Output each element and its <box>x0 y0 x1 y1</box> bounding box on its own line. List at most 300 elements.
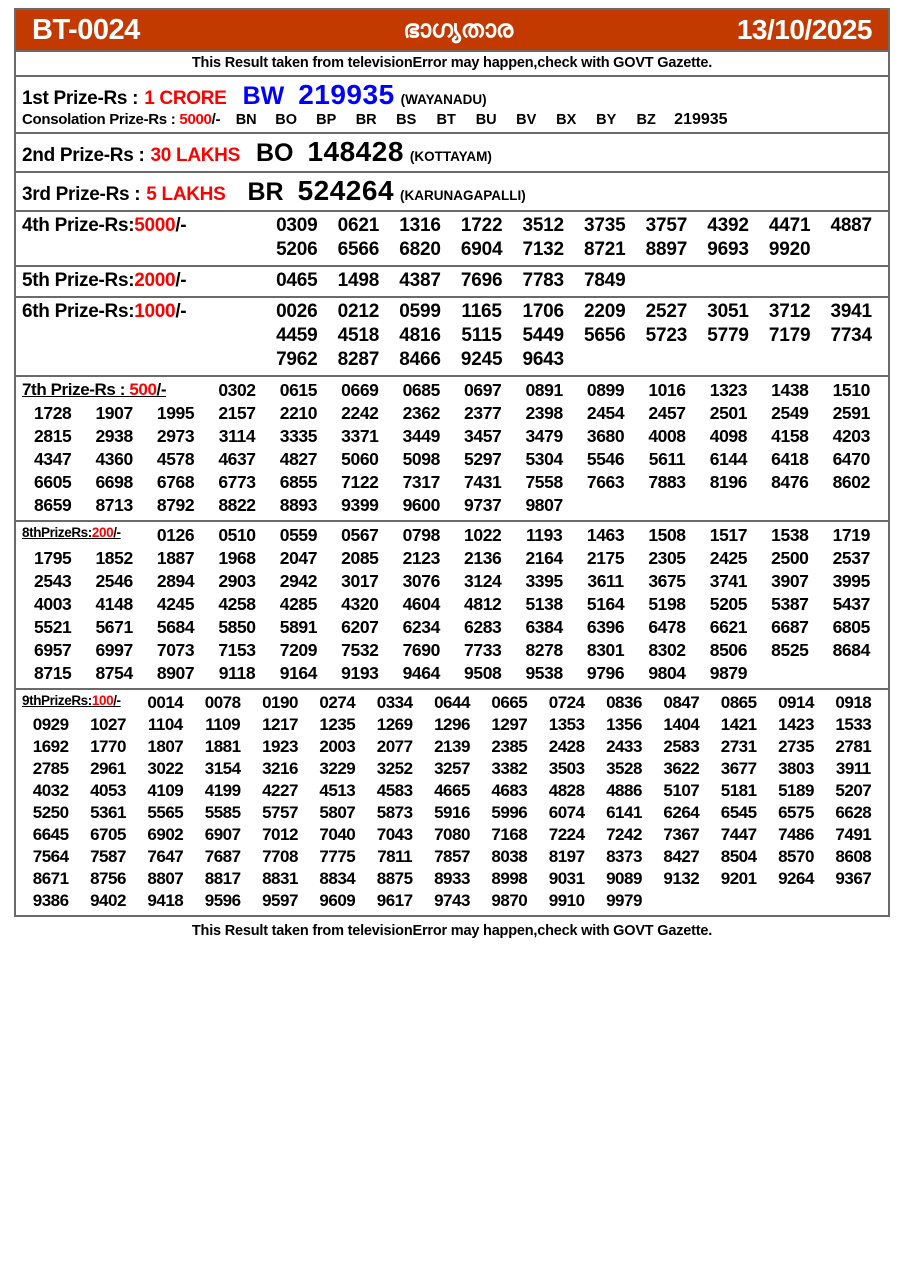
prize-number: 1498 <box>337 270 380 291</box>
result-table <box>14 8 890 917</box>
prize-number: 0891 <box>525 380 563 400</box>
prize-number: 5304 <box>525 449 563 469</box>
prize-number: 9807 <box>525 495 563 515</box>
prize-number: 1852 <box>95 548 133 568</box>
prize-number: 2209 <box>584 301 626 322</box>
third-prize-number: 524264 <box>297 175 395 206</box>
prize-number: 1269 <box>376 715 413 734</box>
prize-number: 8875 <box>376 869 413 888</box>
prize-number: 3382 <box>491 759 528 778</box>
prize-number: 8721 <box>584 239 626 260</box>
prize-number: 4109 <box>147 781 184 800</box>
first-prize-amount: 1 CRORE <box>144 88 227 109</box>
fourth-prize-label: 4th Prize-Rs: <box>22 215 135 236</box>
prize-number: 4098 <box>709 426 748 446</box>
prize-number: 4816 <box>399 325 441 346</box>
prize-number: 3503 <box>548 759 585 778</box>
prize-number: 5850 <box>218 617 256 637</box>
consolation-series-code: BX <box>556 112 577 128</box>
consolation-series-code: BT <box>436 112 456 128</box>
prize-number: 3803 <box>778 759 814 778</box>
prize-number: 1217 <box>262 715 298 734</box>
prize-number: 1193 <box>525 525 563 545</box>
prize-number: 3907 <box>771 571 809 591</box>
first-prize-block <box>16 77 888 134</box>
consolation-slash: /- <box>211 111 221 128</box>
prize-number: 8427 <box>663 847 700 866</box>
prize-number: 7733 <box>464 640 502 660</box>
prize-number: 3124 <box>464 571 502 591</box>
prize-number: 7775 <box>319 847 356 866</box>
seventh-prize-slash: /- <box>156 380 167 399</box>
ninth-prize-amount: 100 <box>91 693 114 708</box>
prize-number: 1795 <box>34 548 72 568</box>
second-prize-row <box>22 136 882 168</box>
prize-number: 8525 <box>771 640 809 660</box>
prize-number: 9089 <box>606 869 642 888</box>
prize-number: 0190 <box>262 693 298 712</box>
prize-number: 4320 <box>341 594 379 614</box>
eighth-prize-label: 8thPrizeRs: <box>22 525 92 540</box>
prize-number: 8287 <box>337 349 380 370</box>
prize-number: 9538 <box>525 663 563 683</box>
prize-number: 8907 <box>156 663 195 683</box>
prize-number: 3252 <box>376 759 413 778</box>
prize-number: 6957 <box>34 640 72 660</box>
eighth-prize-amount: 200 <box>91 525 114 540</box>
prize-number: 8570 <box>778 847 814 866</box>
fifth-prize-amount: 2000 <box>134 270 176 291</box>
prize-number: 0685 <box>402 380 440 400</box>
prize-number: 5684 <box>156 617 195 637</box>
prize-number: 9245 <box>460 349 503 370</box>
prize-number: 5807 <box>319 803 356 822</box>
prize-number: 1533 <box>835 715 872 734</box>
consolation-series-code: BP <box>316 112 337 128</box>
ninth-prize-label-cell <box>22 692 137 714</box>
prize-number: 5449 <box>522 325 564 346</box>
prize-number: 9386 <box>32 891 69 910</box>
prize-number: 1719 <box>832 525 870 545</box>
prize-number: 3076 <box>402 571 440 591</box>
prize-number: 8715 <box>34 663 72 683</box>
sixth-prize-label: 6th Prize-Rs: <box>22 301 135 322</box>
prize-number: 7564 <box>32 847 69 866</box>
prize-number: 1027 <box>90 715 126 734</box>
prize-number: 7491 <box>835 825 872 844</box>
prize-number: 0899 <box>586 380 625 400</box>
prize-number: 5361 <box>90 803 126 822</box>
prize-number: 2136 <box>464 548 502 568</box>
prize-number: 6705 <box>90 825 126 844</box>
prize-number: 5521 <box>34 617 72 637</box>
prize-number: 6773 <box>218 472 256 492</box>
prize-number: 7857 <box>434 847 470 866</box>
prize-number: 7431 <box>464 472 502 492</box>
prize-number: 2385 <box>491 737 528 756</box>
prize-number: 2938 <box>95 426 133 446</box>
prize-number: 2781 <box>835 737 872 756</box>
prize-number: 3114 <box>218 426 256 446</box>
prize-number: 8713 <box>95 495 133 515</box>
prize-number: 0599 <box>399 301 441 322</box>
sixth-prize-slash: /- <box>175 301 187 322</box>
lottery-name-malayalam: ഭാഗ്യതാര <box>403 16 514 43</box>
fifth-prize-block <box>16 267 888 298</box>
second-prize-place: (KOTTAYAM) <box>409 149 492 164</box>
prize-number: 0026 <box>276 301 318 322</box>
prize-number: 9910 <box>548 891 585 910</box>
prize-number: 3479 <box>525 426 563 446</box>
prize-number: 0510 <box>218 525 256 545</box>
prize-number: 3757 <box>645 215 688 236</box>
prize-number: 3677 <box>720 759 757 778</box>
ninth-prize-label: 9thPrizeRs: <box>22 693 92 708</box>
prize-number: 1323 <box>709 380 748 400</box>
prize-number: 6904 <box>460 239 503 260</box>
prize-number: 5656 <box>584 325 626 346</box>
prize-number: 0621 <box>337 215 380 236</box>
prize-number: 0724 <box>548 693 585 712</box>
prize-number: 3512 <box>522 215 564 236</box>
prize-number: 9264 <box>778 869 814 888</box>
prize-number: 3017 <box>341 571 379 591</box>
prize-number: 6645 <box>32 825 69 844</box>
prize-number: 6264 <box>663 803 700 822</box>
prize-number: 5189 <box>778 781 814 800</box>
prize-number: 6470 <box>832 449 870 469</box>
prize-number: 2362 <box>402 403 440 423</box>
prize-number: 7883 <box>648 472 686 492</box>
prize-number: 9418 <box>147 891 184 910</box>
eighth-prize-label-cell <box>22 524 145 547</box>
prize-number: 1722 <box>460 215 503 236</box>
prize-number: 6997 <box>95 640 133 660</box>
prize-number: 1297 <box>491 715 528 734</box>
prize-number: 4518 <box>337 325 380 346</box>
consolation-series-code: BZ <box>636 112 656 128</box>
prize-number: 2377 <box>464 403 502 423</box>
prize-number: 5611 <box>648 449 686 469</box>
consolation-series-list <box>226 112 666 128</box>
prize-number: 8196 <box>709 472 748 492</box>
prize-number: 3680 <box>586 426 625 446</box>
prize-number: 7012 <box>262 825 298 844</box>
prize-number: 0918 <box>835 693 872 712</box>
first-prize-place: (WAYANADU) <box>400 92 487 107</box>
prize-number: 9796 <box>586 663 625 683</box>
prize-number: 9617 <box>376 891 413 910</box>
prize-number: 5206 <box>276 239 318 260</box>
consolation-series-code: BR <box>355 112 377 128</box>
prize-number: 4227 <box>262 781 298 800</box>
prize-number: 7962 <box>276 349 318 370</box>
prize-number: 2785 <box>32 759 69 778</box>
fifth-prize-label-cell <box>22 270 266 292</box>
prize-number: 3528 <box>606 759 642 778</box>
prize-number: 5181 <box>720 781 757 800</box>
prize-number: 3257 <box>434 759 470 778</box>
prize-number: 1423 <box>778 715 814 734</box>
prize-number: 1692 <box>32 737 69 756</box>
prize-number: 1109 <box>205 715 241 734</box>
second-prize-label: 2nd Prize-Rs : <box>22 145 145 166</box>
prize-number: 9031 <box>548 869 585 888</box>
prize-number: 2583 <box>663 737 700 756</box>
prize-number: 1235 <box>319 715 356 734</box>
prize-number: 3911 <box>835 759 871 778</box>
prize-number: 2961 <box>90 759 126 778</box>
consolation-series-code: BU <box>475 112 497 128</box>
prize-number: 8302 <box>648 640 686 660</box>
prize-number: 5207 <box>835 781 872 800</box>
prize-number: 8792 <box>156 495 195 515</box>
draw-code: BT-0024 <box>32 13 140 46</box>
prize-number: 1728 <box>34 403 72 423</box>
prize-number: 3941 <box>830 301 872 322</box>
prize-number: 4471 <box>768 215 811 236</box>
prize-number: 1881 <box>204 737 241 756</box>
eighth-prize-numbers <box>22 524 882 685</box>
prize-number: 1907 <box>95 403 133 423</box>
prize-number: 3395 <box>525 571 563 591</box>
fourth-prize-slash: /- <box>175 215 187 236</box>
prize-number: 0465 <box>276 270 318 291</box>
prize-number: 4347 <box>34 449 72 469</box>
prize-number: 2305 <box>648 548 686 568</box>
prize-number: 1508 <box>648 525 686 545</box>
prize-number: 4387 <box>399 270 441 291</box>
prize-number: 7447 <box>720 825 757 844</box>
prize-number: 2537 <box>832 548 870 568</box>
prize-number: 4158 <box>771 426 809 446</box>
prize-number: 7558 <box>525 472 563 492</box>
prize-number: 5723 <box>645 325 688 346</box>
prize-number: 0302 <box>218 380 256 400</box>
consolation-series-code: BO <box>275 112 298 128</box>
prize-number: 7696 <box>460 270 503 291</box>
prize-number: 8893 <box>279 495 318 515</box>
prize-number: 7367 <box>663 825 700 844</box>
prize-number: 8608 <box>835 847 872 866</box>
prize-number: 2894 <box>156 571 195 591</box>
third-prize-amount: 5 LAKHS <box>146 184 226 205</box>
prize-number: 1538 <box>771 525 809 545</box>
prize-number: 4392 <box>707 215 749 236</box>
prize-number: 7153 <box>218 640 256 660</box>
prize-number: 4812 <box>464 594 502 614</box>
prize-number: 9609 <box>319 891 356 910</box>
prize-number: 4583 <box>376 781 413 800</box>
prize-number: 7690 <box>402 640 440 660</box>
prize-number: 1517 <box>709 525 748 545</box>
prize-number: 7734 <box>830 325 872 346</box>
prize-number: 2077 <box>376 737 413 756</box>
prize-number: 9920 <box>768 239 811 260</box>
prize-number: 5585 <box>204 803 241 822</box>
consolation-series-code: BY <box>596 112 617 128</box>
third-prize-place: (KARUNAGAPALLI) <box>400 188 526 203</box>
prize-number: 7663 <box>586 472 625 492</box>
prize-number: 3735 <box>584 215 626 236</box>
prize-number: 2157 <box>218 403 256 423</box>
sixth-prize-label-cell <box>22 301 266 323</box>
notice-bottom: This Result taken from televisionError may happen,check with GOVT Gazette. <box>191 923 713 939</box>
consolation-series-code: BV <box>516 112 537 128</box>
prize-number: 8933 <box>434 869 470 888</box>
second-prize-block <box>16 134 888 173</box>
prize-number: 6805 <box>832 617 870 637</box>
prize-number: 5098 <box>402 449 440 469</box>
prize-number: 9979 <box>606 891 642 910</box>
prize-number: 7122 <box>341 472 379 492</box>
prize-number: 4513 <box>319 781 356 800</box>
second-prize-amount: 30 LAKHS <box>150 145 240 166</box>
prize-number: 2549 <box>771 403 809 423</box>
prize-number: 9402 <box>90 891 126 910</box>
prize-number: 4148 <box>95 594 133 614</box>
prize-number: 2175 <box>586 548 625 568</box>
prize-number: 3622 <box>663 759 700 778</box>
prize-number: 1887 <box>156 548 195 568</box>
prize-number: 0274 <box>319 693 356 712</box>
prize-number: 5138 <box>525 594 563 614</box>
seventh-prize-label-cell <box>22 379 206 402</box>
prize-number: 1463 <box>586 525 625 545</box>
prize-number: 6907 <box>204 825 241 844</box>
sixth-prize-numbers <box>266 300 882 372</box>
prize-number: 0865 <box>720 693 757 712</box>
prize-number: 9737 <box>464 495 502 515</box>
prize-number: 8998 <box>491 869 528 888</box>
prize-number: 6396 <box>586 617 625 637</box>
ninth-prize-block <box>16 690 888 915</box>
prize-number: 5164 <box>586 594 625 614</box>
prize-number: 8373 <box>606 847 642 866</box>
prize-number: 5916 <box>434 803 470 822</box>
sixth-prize-row <box>22 300 882 372</box>
prize-number: 2546 <box>95 571 133 591</box>
fifth-prize-numbers <box>266 269 882 293</box>
prize-number: 1104 <box>147 715 183 734</box>
prize-number: 6283 <box>464 617 502 637</box>
prize-number: 7532 <box>341 640 379 660</box>
prize-number: 7168 <box>491 825 528 844</box>
prize-number: 6575 <box>778 803 814 822</box>
prize-number: 0836 <box>606 693 642 712</box>
prize-number: 6207 <box>341 617 379 637</box>
prize-number: 4683 <box>491 781 528 800</box>
prize-number: 2242 <box>341 403 379 423</box>
third-prize-row <box>22 175 882 207</box>
prize-number: 8504 <box>720 847 757 866</box>
prize-number: 0212 <box>337 301 380 322</box>
prize-number: 7849 <box>584 270 626 291</box>
prize-number: 9743 <box>434 891 470 910</box>
second-prize-number: 148428 <box>307 136 404 167</box>
fourth-prize-amount: 5000 <box>134 215 176 236</box>
prize-number: 7209 <box>279 640 318 660</box>
prize-number: 1510 <box>832 380 870 400</box>
prize-number: 3022 <box>147 759 184 778</box>
prize-number: 5873 <box>376 803 413 822</box>
prize-number: 8684 <box>832 640 870 660</box>
prize-number: 6141 <box>606 803 642 822</box>
prize-number: 8756 <box>90 869 126 888</box>
prize-number: 5891 <box>279 617 318 637</box>
prize-number: 6384 <box>525 617 563 637</box>
prize-number: 5297 <box>464 449 502 469</box>
prize-number: 1316 <box>399 215 441 236</box>
prize-number: 7317 <box>402 472 440 492</box>
prize-number: 6545 <box>720 803 757 822</box>
prize-number: 5565 <box>147 803 184 822</box>
prize-number: 0078 <box>204 693 241 712</box>
prize-number: 1923 <box>262 737 298 756</box>
prize-number: 7811 <box>377 847 413 866</box>
prize-number: 6074 <box>548 803 585 822</box>
prize-number: 5671 <box>95 617 133 637</box>
seventh-prize-block <box>16 377 888 522</box>
prize-number: 8602 <box>832 472 870 492</box>
prize-number: 5437 <box>832 594 870 614</box>
consolation-series-code: BS <box>396 112 417 128</box>
prize-number: 1968 <box>218 548 256 568</box>
prize-number: 5107 <box>663 781 700 800</box>
prize-number: 3712 <box>768 301 811 322</box>
prize-number: 9693 <box>707 239 749 260</box>
prize-number: 7179 <box>768 325 811 346</box>
prize-number: 6855 <box>279 472 318 492</box>
prize-number: 2047 <box>279 548 318 568</box>
fifth-prize-label: 5th Prize-Rs: <box>22 270 135 291</box>
fifth-prize-row <box>22 269 882 293</box>
prize-number: 7783 <box>522 270 564 291</box>
prize-number: 0798 <box>402 525 440 545</box>
first-prize-number: 219935 <box>298 79 395 110</box>
prize-number: 2433 <box>606 737 642 756</box>
prize-number: 7242 <box>606 825 642 844</box>
prize-number: 7073 <box>156 640 195 660</box>
prize-number: 1353 <box>548 715 585 734</box>
prize-number: 4578 <box>156 449 195 469</box>
prize-number: 4360 <box>95 449 133 469</box>
prize-number: 6820 <box>399 239 441 260</box>
prize-number: 1404 <box>663 715 700 734</box>
prize-number: 4003 <box>34 594 72 614</box>
prize-number: 6478 <box>648 617 686 637</box>
prize-number: 6418 <box>771 449 809 469</box>
ninth-prize-numbers <box>22 692 882 912</box>
prize-number: 8278 <box>525 640 563 660</box>
prize-number: 2501 <box>709 403 748 423</box>
prize-number: 0014 <box>147 693 184 712</box>
fourth-prize-row <box>22 214 882 262</box>
prize-number: 1438 <box>771 380 809 400</box>
prize-number: 9879 <box>709 663 748 683</box>
prize-number: 2735 <box>778 737 814 756</box>
prize-number: 2543 <box>34 571 72 591</box>
first-prize-label: 1st Prize-Rs : <box>22 88 139 109</box>
prize-number: 9600 <box>402 495 440 515</box>
prize-number: 5115 <box>461 325 502 346</box>
prize-number: 2731 <box>720 737 757 756</box>
prize-number: 9164 <box>279 663 318 683</box>
prize-number: 4199 <box>204 781 241 800</box>
prize-number: 8817 <box>204 869 241 888</box>
prize-number: 1165 <box>461 301 502 322</box>
prize-number: 1421 <box>720 715 757 734</box>
